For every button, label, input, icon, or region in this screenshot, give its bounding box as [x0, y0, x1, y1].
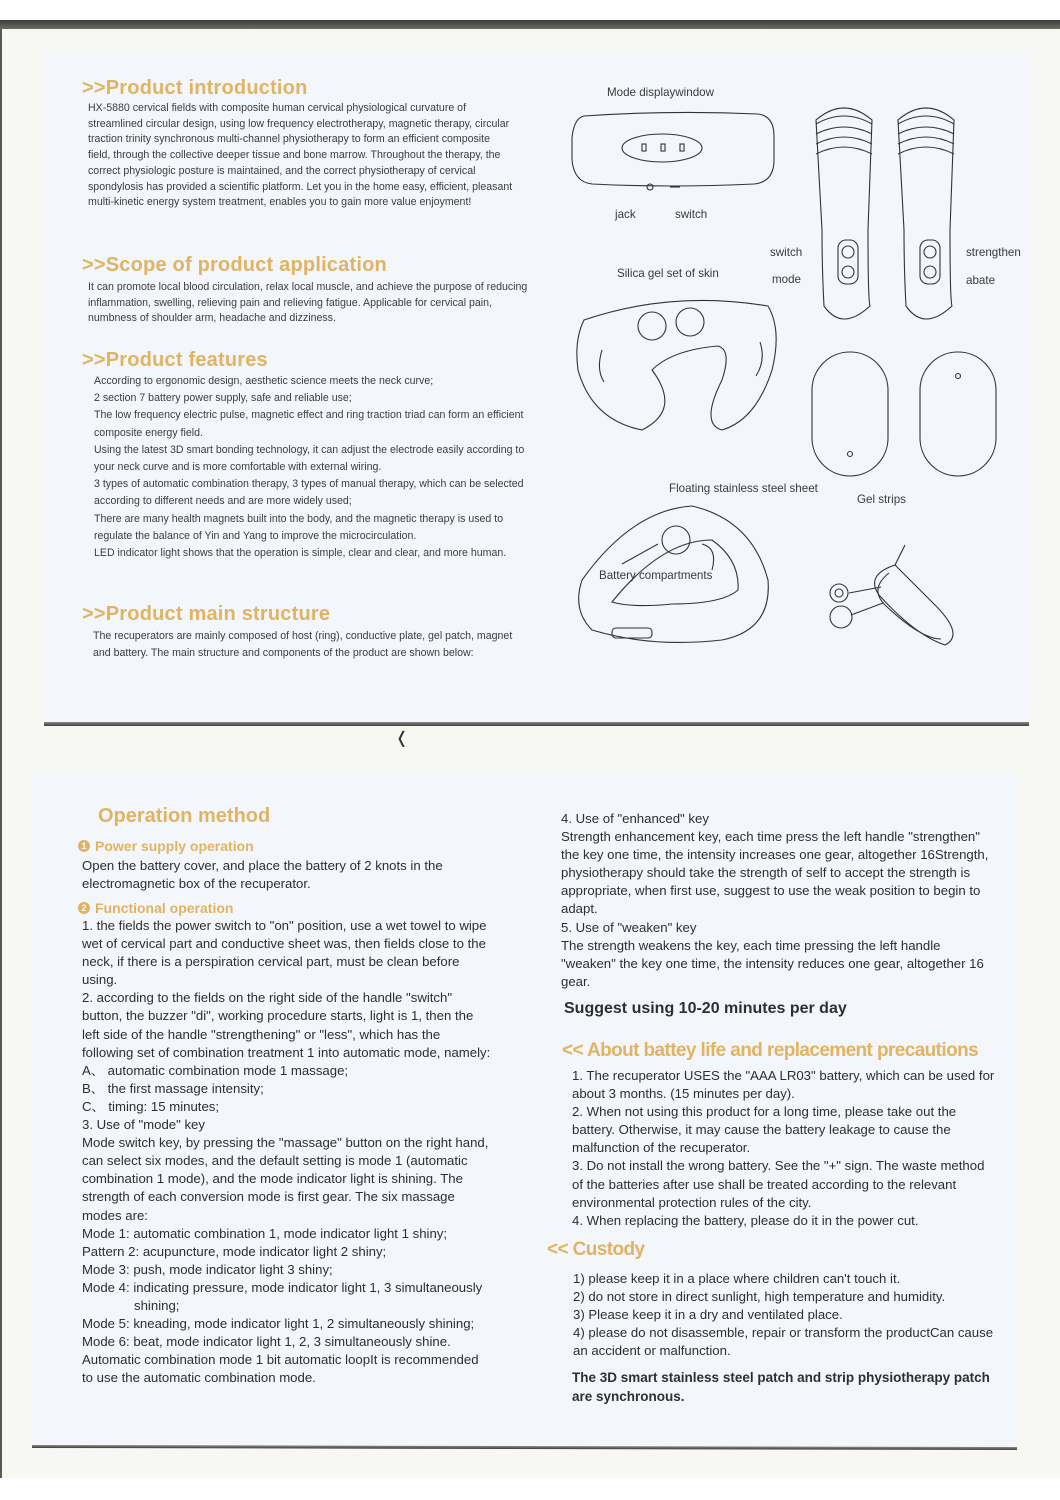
electrode-cable-illustration [825, 535, 965, 645]
feature-line: 3 types of automatic combination therapy, 3 types of manual therapy, which can be selected according to different needs and are more widely used; [94, 478, 524, 508]
feature-line: Using the latest 3D smart bonding technology, it can adjust the electrode easily according to your neck curve and is more comfortable with external wiring. [94, 443, 525, 474]
feature-line: LED indicator light shows that the operation is simple, clear and clear, and more human. [94, 547, 507, 560]
main-structure-heading: >>Product main structure [82, 603, 331, 625]
step-number-badge: 2 [78, 902, 90, 914]
mode-line: Mode 5: kneading, mode indicator light 1, 2 simultaneously shining; [82, 1316, 475, 1332]
custody-item: 3) Please keep it in a dry and ventilated place. [573, 1307, 843, 1323]
feature-line: 2 section 7 battery power supply, safe and reliable use; [94, 392, 352, 405]
mode-line: Mode 1: automatic combination 1, mode indicator light 1 shiny; [82, 1225, 448, 1241]
functional-operation-heading: 2 Functional operation [78, 900, 233, 916]
custody-heading: << Custody [547, 1239, 645, 1260]
functional-operation-text: 1. the fields the power switch to "on" position, use a wet towel to wipe wet of cervical part and conductive sheet was, then fields close to the neck, if there is a perspiration cervical part, must be clean before using. 2. according to the fields on the right side of the handle "switch" button, the buzzer "di", working procedure starts, light is 1, then the left side of the handle "strengthening" or "less", which has the following set of combination treatment 1 into automatic mode, namely: A、 automatic combination mode 1 massage; B、 the first massage intensity; C、 timing: 15 minutes; 3. Use of "mode" key Mode switch key, by pressing the "massage" button on the right hand, can select six modes, and the default setting is mode 1 (automatic combination 1 mode), and the mode indicator light is shining. The strength of each conversion mode is first gear. The six massage modes are: Mode 1: automatic combination 1, mode indicator light 1 shiny; Pattern 2: acupuncture, mode indicator light 2 shiny; Mode 3: push, mode indicator light 3 shiny; Mode 4: indicating pressure, mode indicator light 1, 3 simultaneously shining; Mode 5: kneading, mode indicator light 1, 2 simultaneously shining; Mode 6: beat, mode indicator light 1, 2, 3 simultaneously shine. Automatic combination mode 1 bit automatic loopIt is recommended to use the automatic combination mode. [82, 918, 491, 1386]
scope-text: It can promote local blood circulation, relax local muscle, and achieve the purpose of reducing inflammation, swelling, relieving pain and relieving fatigue. Applicable for cervical pain, numbness of shoulder arm, headache and dizziness. [88, 281, 528, 325]
label-mode: mode [772, 273, 802, 286]
step-number-badge: 1 [78, 840, 90, 852]
label-switch-handle: switch [770, 246, 803, 259]
battery-precautions-heading: << About battey life and replacement precautions [562, 1040, 979, 1061]
daily-usage-suggestion: Suggest using 10-20 minutes per day [564, 1000, 847, 1017]
label-strengthen: strengthen [966, 246, 1021, 259]
label-floating-steel-sheet: Floating stainless steel sheet [669, 482, 818, 495]
synchronous-patch-note: The 3D smart stainless steel patch and strip physiotherapy patch are synchronous. [572, 1370, 990, 1404]
mode-display-unit-illustration [570, 110, 780, 190]
battery-item: 4. When replacing the battery, please do it in the power cut. [572, 1212, 919, 1228]
battery-precautions-list [572, 1067, 997, 1230]
custody-list [573, 1270, 1005, 1360]
key-usage-text: 4. Use of "enhanced" key Strength enhancement key, each time press the left handle "strengthen" the key one time, the intensity increases one gear, altogether 16Strength, physiotherapy should take the strength of self to accept the strength is appropriate, when first use, suggest to use the weak position to begin to adapt. 5. Use of "weaken" key The strength weakens the key, each time pressing the left handle "weaken" the key one time, the intensity reduces one gear, altogether 16 gear. [561, 811, 989, 989]
product-introduction-heading: >>Product introduction [82, 77, 308, 99]
custody-item: 2) do not store in direct sunlight, high temperature and humidity. [573, 1289, 946, 1305]
operation-method-heading: Operation method [98, 805, 271, 827]
feature-line: The low frequency electric pulse, magnetic effect and ring traction triad can form an efficient composite energy field. [94, 409, 524, 439]
label-abate: abate [966, 274, 996, 287]
gel-strips-illustration [810, 350, 1000, 480]
mode-line: Mode 6: beat, mode indicator light 1, 2, 3 simultaneously shine. [82, 1334, 451, 1350]
power-supply-heading: 1 Power supply operation [78, 838, 254, 854]
scan-edge-bar [0, 20, 1060, 29]
power-supply-text: Open the battery cover, and place the battery of 2 knots in the electromagnetic box of the recuperator. [82, 858, 443, 892]
custody-item: 4) please do not disassemble, repair or transform the productCan cause an accident or malfunction. [573, 1325, 994, 1359]
feature-line: There are many health magnets built into the body, and the magnetic therapy is used to regulate the balance of Yin and Yang to improve the microcirculation. [94, 512, 504, 542]
custody-item: 1) please keep it in a place where children can't touch it. [573, 1271, 901, 1286]
handles-illustration [812, 100, 1012, 330]
features-list [94, 373, 534, 562]
silica-gel-cover-illustration [572, 290, 787, 440]
battery-item: 3. Do not install the wrong battery. See the "+" sign. The waste method of the batteries after use shall be treated according to the relevant environmental protection rules of the city. [572, 1158, 985, 1210]
label-gel-strips: Gel strips [857, 493, 906, 506]
features-heading: >>Product features [82, 349, 268, 371]
mode-line: Mode 4: indicating pressure, mode indicator light 1, 3 simultaneously [82, 1279, 483, 1295]
battery-item: 2. When not using this product for a long time, please take out the battery. Otherwise, it may cause the battery leakage to cause the malfunction of the recuperator. [572, 1104, 957, 1156]
label-battery-compartments: Battery compartments [599, 569, 713, 582]
label-switch-top: switch [675, 208, 708, 221]
label-mode-display-window: Mode displaywindow [607, 86, 714, 99]
mode-line: Mode 3: push, mode indicator light 3 shiny; [82, 1261, 333, 1277]
product-introduction-text: HX-5880 cervical fields with composite human cervical physiological curvature of streamlined circular design, using low frequency electrotherapy, magnetic therapy, circular traction trinity synchronous multi-channel physiotherapy to form an efficient composite field, through the collective deeper tissue and bone marrow. Throughout the therapy, the correct physiologic posture is maintained, and the correct physiotherapy of cervical spondylosis has provided a scientific platform. Let you in the home easy, efficient, pleasant multi-kinetic energy system treatment, enables you to gain more value enjoyment! [88, 102, 513, 209]
scan-artifact-mark: ❬ [395, 730, 409, 747]
label-silica-gel-skin: Silica gel set of skin [617, 267, 719, 280]
main-structure-text: The recuperators are mainly composed of host (ring), conductive plate, gel patch, magnet and battery. The main structure and components of the product are shown below: [93, 630, 513, 659]
battery-item: 1. The recuperator USES the "AAA LR03" battery, which can be used for about 3 months. (15 minutes per day). [572, 1068, 995, 1102]
label-jack: jack [615, 208, 636, 221]
scope-heading: >>Scope of product application [82, 254, 387, 276]
mode-line: Pattern 2: acupuncture, mode indicator light 2 shiny; [82, 1243, 387, 1259]
feature-line: According to ergonomic design, aesthetic science meets the neck curve; [94, 375, 434, 387]
mode-line: shining; [134, 1297, 180, 1313]
page-1-bottom-rule [44, 722, 1029, 726]
